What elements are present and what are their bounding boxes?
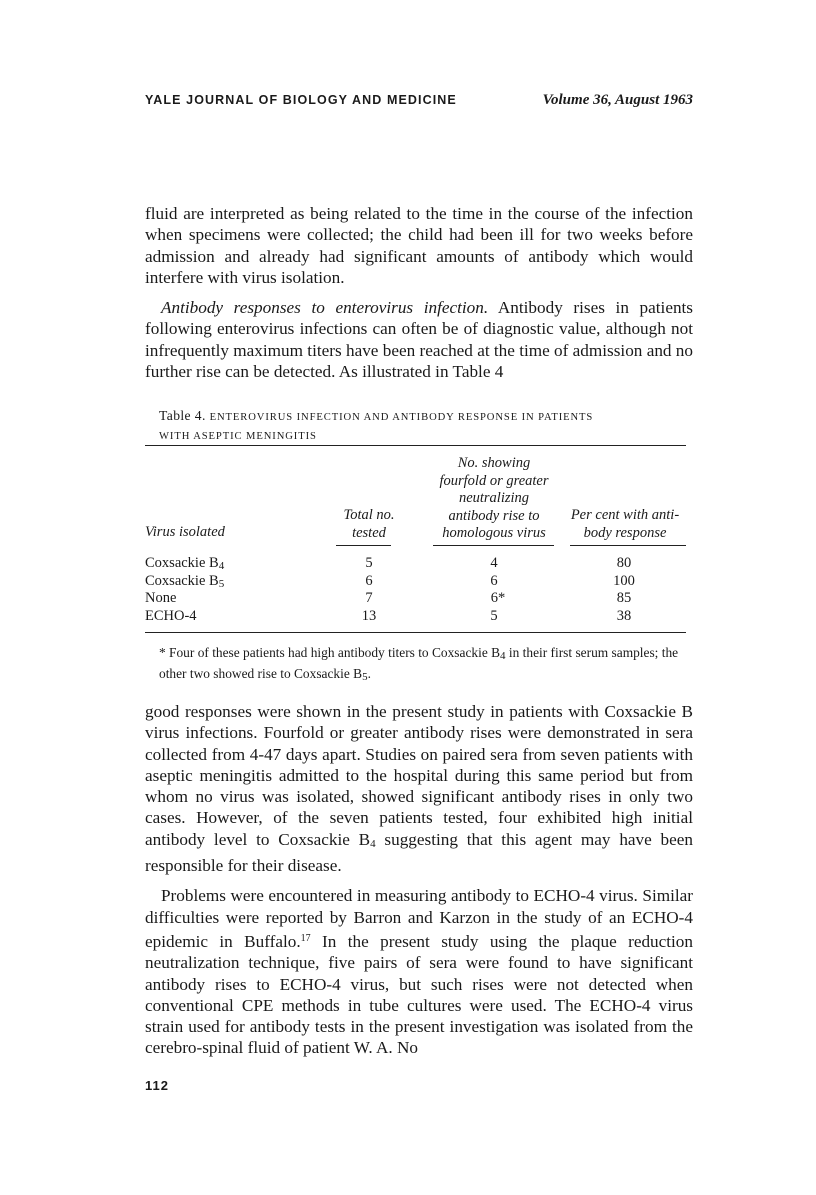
header-percent-response	[555, 507, 695, 542]
table-title-line2: WITH ASEPTIC MENINGITIS	[159, 431, 317, 442]
header-percent-line2: body response	[583, 524, 667, 541]
body-text-bottom	[145, 701, 693, 1059]
header-showing-line2: fourfold or greater	[439, 472, 549, 489]
cell-percent: 100	[613, 573, 635, 589]
cell-percent: 38	[616, 608, 632, 624]
table-number: Table 4.	[159, 408, 206, 423]
header-virus-isolated: Virus isolated	[145, 524, 225, 540]
cell-virus: None	[145, 590, 177, 606]
header-showing-line3: neutralizing	[458, 490, 530, 506]
reference-marker: 17	[300, 932, 311, 944]
paragraph-antibody-responses	[145, 297, 693, 382]
table-top-rule	[145, 445, 686, 446]
journal-title: YALE JOURNAL OF BIOLOGY AND MEDICINE	[145, 93, 457, 107]
header-underline-showing	[433, 545, 554, 546]
header-underline-total	[336, 545, 391, 546]
paragraph-continuation: fluid are interpreted as being related to the time in the course of the infection when specimens were collected; the child had been ill for two weeks before admission and already had significant amounts of antibody which would interfere with virus isolation.	[145, 204, 693, 287]
header-showing-line5: homologous virus	[442, 525, 546, 541]
cell-total: 7	[365, 590, 373, 606]
cell-showing: 6*	[490, 590, 506, 606]
table-caption	[159, 407, 679, 445]
header-total-tested	[327, 507, 411, 542]
cell-percent: 80	[616, 555, 632, 571]
header-total-line1: Total no.	[343, 507, 395, 523]
cell-percent: 85	[616, 590, 632, 606]
cell-total: 13	[361, 608, 377, 624]
header-underline-percent	[570, 545, 686, 546]
cell-total: 5	[365, 555, 373, 571]
cell-showing: 4	[490, 555, 498, 571]
table-bottom-rule	[145, 632, 686, 633]
cell-showing: 6	[490, 573, 498, 589]
body-text-top	[145, 203, 693, 382]
paragraph-echo4-problems: Problems were encountered in measuring antibody to ECHO-4 virus. Similar difficulties were reported by Barron and Karzon in the study of an ECHO-4 epidemic in Buffalo.$^{17}$ In the present study using the plaque reduction neutralization technique, five pairs of sera were found to have significant antibody rises to ECHO-4 virus, but such rises were not detected when conventional CPE methods in tube cultures were used. The ECHO-4 virus strain used for antibody tests in the present investigation was isolated from the cerebro-spinal fluid of patient W. A. No	[145, 886, 693, 1058]
header-no-showing	[428, 455, 560, 543]
page-number: 112	[145, 1078, 169, 1093]
cell-showing: 5	[490, 608, 498, 624]
volume-info: Volume 36, August 1963	[542, 92, 693, 108]
cell-virus: Coxsackie B5	[145, 573, 225, 590]
header-total-line2: tested	[352, 524, 386, 541]
paragraph-good-responses: good responses were shown in the present study in patients with Coxsackie B virus infections. Fourfold or greater antibody rises were demonstrated in sera collected from 4-47 days apart. Studies on paired sera from seven patients with aseptic meningitis admitted to the hospital during this same period but from whom no virus was isolated, showed significant antibody rises in only two cases. However, of the seven patients tested, four exhibited high initial antibody level to Coxsackie B4 suggesting that this agent may have been responsible for their disease.	[145, 702, 693, 876]
cell-virus: Coxsackie B4	[145, 555, 225, 572]
paragraph-body: Antibody rises in patients following enterovirus infections can often be of diagnostic value, although not infrequently maximum titers have been reached at the time of admission and no further rise can be detected. As illustrated in Table 4	[145, 298, 693, 382]
running-head	[145, 92, 693, 109]
header-showing-line1: No. showing	[457, 455, 531, 471]
cell-total: 6	[365, 573, 373, 589]
section-run-in-heading: Antibody responses to enterovirus infection.	[161, 298, 489, 318]
header-showing-line4: antibody rise to	[448, 507, 540, 524]
table-footnote: * Four of these patients had high antibody titers to Coxsackie B4 in their first serum samples; the other two showed rise to Coxsackie B5.	[159, 645, 679, 683]
cell-virus: ECHO-4	[145, 608, 197, 624]
header-percent-line1: Per cent with anti-	[570, 507, 680, 523]
table-title-line1: ENTEROVIRUS INFECTION AND ANTIBODY RESPONSE IN PATIENTS	[209, 412, 594, 423]
